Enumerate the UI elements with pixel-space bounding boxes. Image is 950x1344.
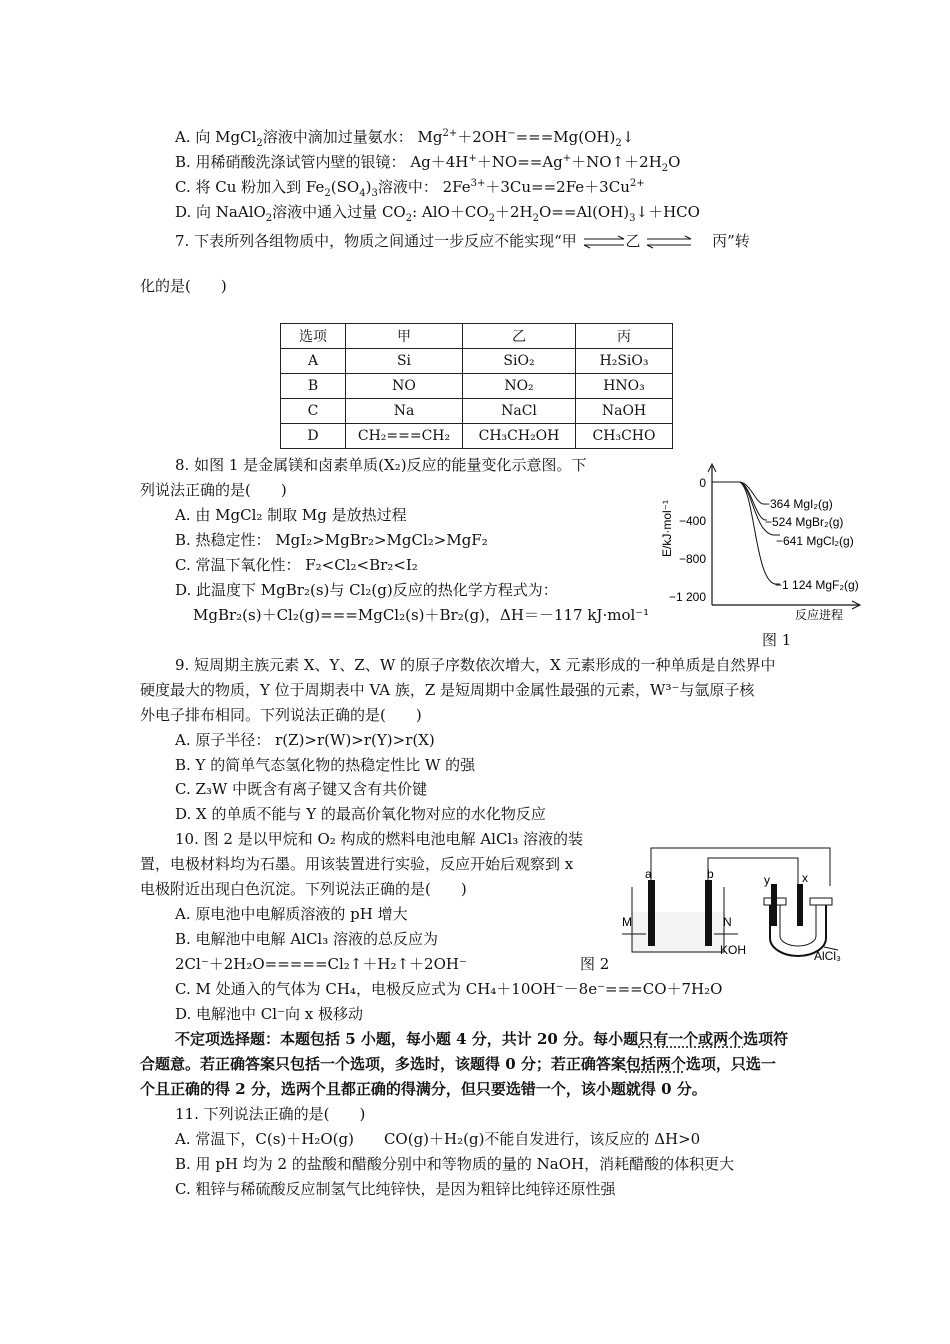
label-x: x (802, 871, 808, 885)
table-cell: CH₃CHO (576, 424, 673, 449)
q9-stem-line1: 9. 短周期主族元素 X、Y、Z、W 的原子序数依次增大，X 元素形成的一种单质是自然界中 (175, 656, 776, 674)
y-axis-label: E/kJ·mol⁻¹ (660, 500, 674, 557)
q6-option-d: D. 向 NaAlO$_2$溶液中通入过量 $CO_2$: $AlO+CO_2+2H_2O==Al(OH)_3↓+HCO$ (175, 203, 700, 224)
wire-inner (708, 858, 798, 886)
table-header-cell: 丙 (576, 324, 673, 349)
q8-option-d: D. 此温度下 MgBr₂(s)与 Cl₂(g)反应的热化学方程式为： (175, 581, 558, 599)
label-b: b (707, 867, 714, 881)
table-cell: NO (346, 374, 463, 399)
y-tick-label: 0 (699, 476, 706, 490)
q10-option-a: A. 原电池中电解质溶液的 pH 增大 (175, 905, 408, 923)
table-cell: H₂SiO₃ (576, 349, 673, 374)
section-instructions-line1: 不定项选择题：本题包括 5 小题，每小题 4 分，共计 20 分。每小题只有一个或两个选项符 (175, 1030, 789, 1048)
q11-option-c: C. 粗锌与稀硫酸反应制氢气比纯锌快，是因为粗锌比纯锌还原性强 (175, 1180, 616, 1198)
table-cell: NaOH (576, 399, 673, 424)
equilibrium-arrow-icon (582, 235, 626, 249)
q9-option-a: A. 原子半径： r(Z)>r(W)>r(Y)>r(X) (175, 731, 435, 749)
figure-2-caption: 图 2 (580, 955, 610, 973)
q11-stem: 11. 下列说法正确的是( ) (175, 1105, 366, 1123)
q10-option-b: B. 电解池中电解 AlCl₃ 溶液的总反应为 (175, 930, 439, 948)
table-cell: NaCl (463, 399, 576, 424)
curve-label: −641 MgCl₂(g) (776, 534, 854, 548)
table-cell: SiO₂ (463, 349, 576, 374)
figure-1-caption: 图 1 (762, 631, 792, 649)
label-koh: KOH (720, 943, 747, 957)
table-header-cell: 甲 (346, 324, 463, 349)
q8-option-c: C. 常温下氧化性： F₂<Cl₂<Br₂<I₂ (175, 556, 418, 574)
curve-label: −1 124 MgF₂(g) (775, 578, 859, 592)
electrode-x (797, 884, 803, 926)
label-n: N (723, 915, 732, 929)
q9-stem-line2: 硬度最大的物质，Y 位于周期表中 VA 族，Z 是短周期中金属性最强的元素，W³⁻与氩原子核 (140, 681, 755, 699)
stopper-x (810, 898, 832, 905)
table-cell: NO₂ (463, 374, 576, 399)
q11-option-b: B. 用 pH 均为 2 的盐酸和醋酸分别中和等物质的量的 NaOH，消耗醋酸的体积更大 (175, 1155, 735, 1173)
table-cell: CH₃CH₂OH (463, 424, 576, 449)
table-cell: A (281, 349, 346, 374)
table-row (281, 349, 673, 374)
q8-stem-line1: 8. 如图 1 是金属镁和卤素单质(X₂)反应的能量变化示意图。下 (175, 456, 587, 474)
table-header-cell: 乙 (463, 324, 576, 349)
q9-stem-line3: 外电子排布相同。下列说法正确的是( ) (140, 706, 422, 724)
equilibrium-arrow-icon (645, 235, 693, 249)
q11-option-a: A. 常温下，C(s)＋H₂O(g) CO(g)＋H₂(g)不能自发进行，该反应的 ΔH>0 (175, 1130, 701, 1148)
y-tick-label: −400 (678, 514, 706, 528)
table-cell: D (281, 424, 346, 449)
q7-table (280, 323, 673, 449)
table-cell: C (281, 399, 346, 424)
q8-option-d-equation: MgBr₂(s)＋Cl₂(g)===MgCl₂(s)＋Br₂(g)，ΔH＝－117 kJ·mol⁻¹ (193, 606, 650, 624)
table-cell: CH₂===CH₂ (346, 424, 463, 449)
q6-option-b: B. 用稀硝酸洗涤试管内壁的银镜： $Ag+4H^++NO==Ag^++NO↑+2H_2O$ (175, 153, 681, 174)
table-row (281, 374, 673, 399)
figure-1-energy-diagram (655, 462, 870, 622)
q6-option-c: C. 将 Cu 粉加入到 $Fe_2(SO_4)_3$溶液中： $2Fe^{3+}+3Cu==2Fe+3Cu^{2+}$ (175, 178, 645, 199)
q9-option-c: C. Z₃W 中既含有离子键又含有共价键 (175, 780, 428, 798)
q10-stem-line2: 置，电极材料均为石墨。用该装置进行实验，反应开始后观察到 x (140, 855, 574, 873)
curve-label: −524 MgBr₂(g) (765, 515, 844, 529)
y-tick-label: −800 (678, 552, 706, 566)
q8-stem-line2: 列说法正确的是( ) (140, 481, 287, 499)
section-instructions-line3: 个且正确的得 2 分，选两个且都正确的得满分，但只要选错一个，该小题就得 0 分。 (140, 1080, 707, 1098)
electrode-a (648, 880, 655, 946)
q10-option-c: C. M 处通入的气体为 CH₄，电极反应式为 CH₄＋10OH⁻－8e⁻===CO＋7H₂O (175, 980, 723, 998)
table-row (281, 399, 673, 424)
label-m: M (622, 915, 632, 929)
table-cell: HNO₃ (576, 374, 673, 399)
q7-stem-line1: 7. 下表所列各组物质中，物质之间通过一步反应不能实现“甲 乙 丙”转 (175, 232, 750, 250)
label-a: a (645, 867, 652, 881)
q9-option-d: D. X 的单质不能与 Y 的最高价氧化物对应的水化物反应 (175, 805, 546, 823)
q10-option-d: D. 电解池中 Cl⁻向 x 极移动 (175, 1005, 363, 1023)
q10-stem-line1: 10. 图 2 是以甲烷和 O₂ 构成的燃料电池电解 AlCl₃ 溶液的装 (175, 830, 584, 848)
q6-option-a: A. 向 MgCl$_2$溶液中滴加过量氨水： $Mg^{2+}+2OH^-===Mg(OH)_2↓$ (175, 128, 635, 149)
label-y: y (764, 873, 770, 887)
table-header-cell: 选项 (281, 324, 346, 349)
q10-stem-line3: 电极附近出现白色沉淀。下列说法正确的是( ) (140, 880, 467, 898)
curve-label: −364 MgI₂(g) (763, 497, 833, 511)
table-cell: Na (346, 399, 463, 424)
q9-option-b: B. Y 的简单气态氢化物的热稳定性比 W 的强 (175, 756, 476, 774)
x-axis-label: 反应进程 (795, 608, 844, 622)
figure-2-apparatus (618, 842, 850, 964)
q7-stem-line2: 化的是( ) (140, 277, 227, 295)
label-alcl3: AlCl₃ (814, 949, 841, 963)
q8-option-b: B. 热稳定性： MgI₂>MgBr₂>MgCl₂>MgF₂ (175, 531, 488, 549)
electrode-y (771, 884, 777, 926)
electrode-b (705, 880, 712, 946)
table-header-row (281, 324, 673, 349)
q8-option-a: A. 由 MgCl₂ 制取 Mg 是放热过程 (175, 506, 407, 524)
section-instructions-line2: 合题意。若正确答案只包括一个选项，多选时，该题得 0 分；若正确答案包括两个选项，只选一 (140, 1055, 776, 1073)
table-row (281, 424, 673, 449)
table-cell: Si (346, 349, 463, 374)
table-cell: B (281, 374, 346, 399)
y-tick-label: −1 200 (668, 590, 706, 604)
q10-option-b-equation: 2Cl⁻＋2H₂O=====Cl₂↑＋H₂↑＋2OH⁻ (175, 955, 467, 973)
